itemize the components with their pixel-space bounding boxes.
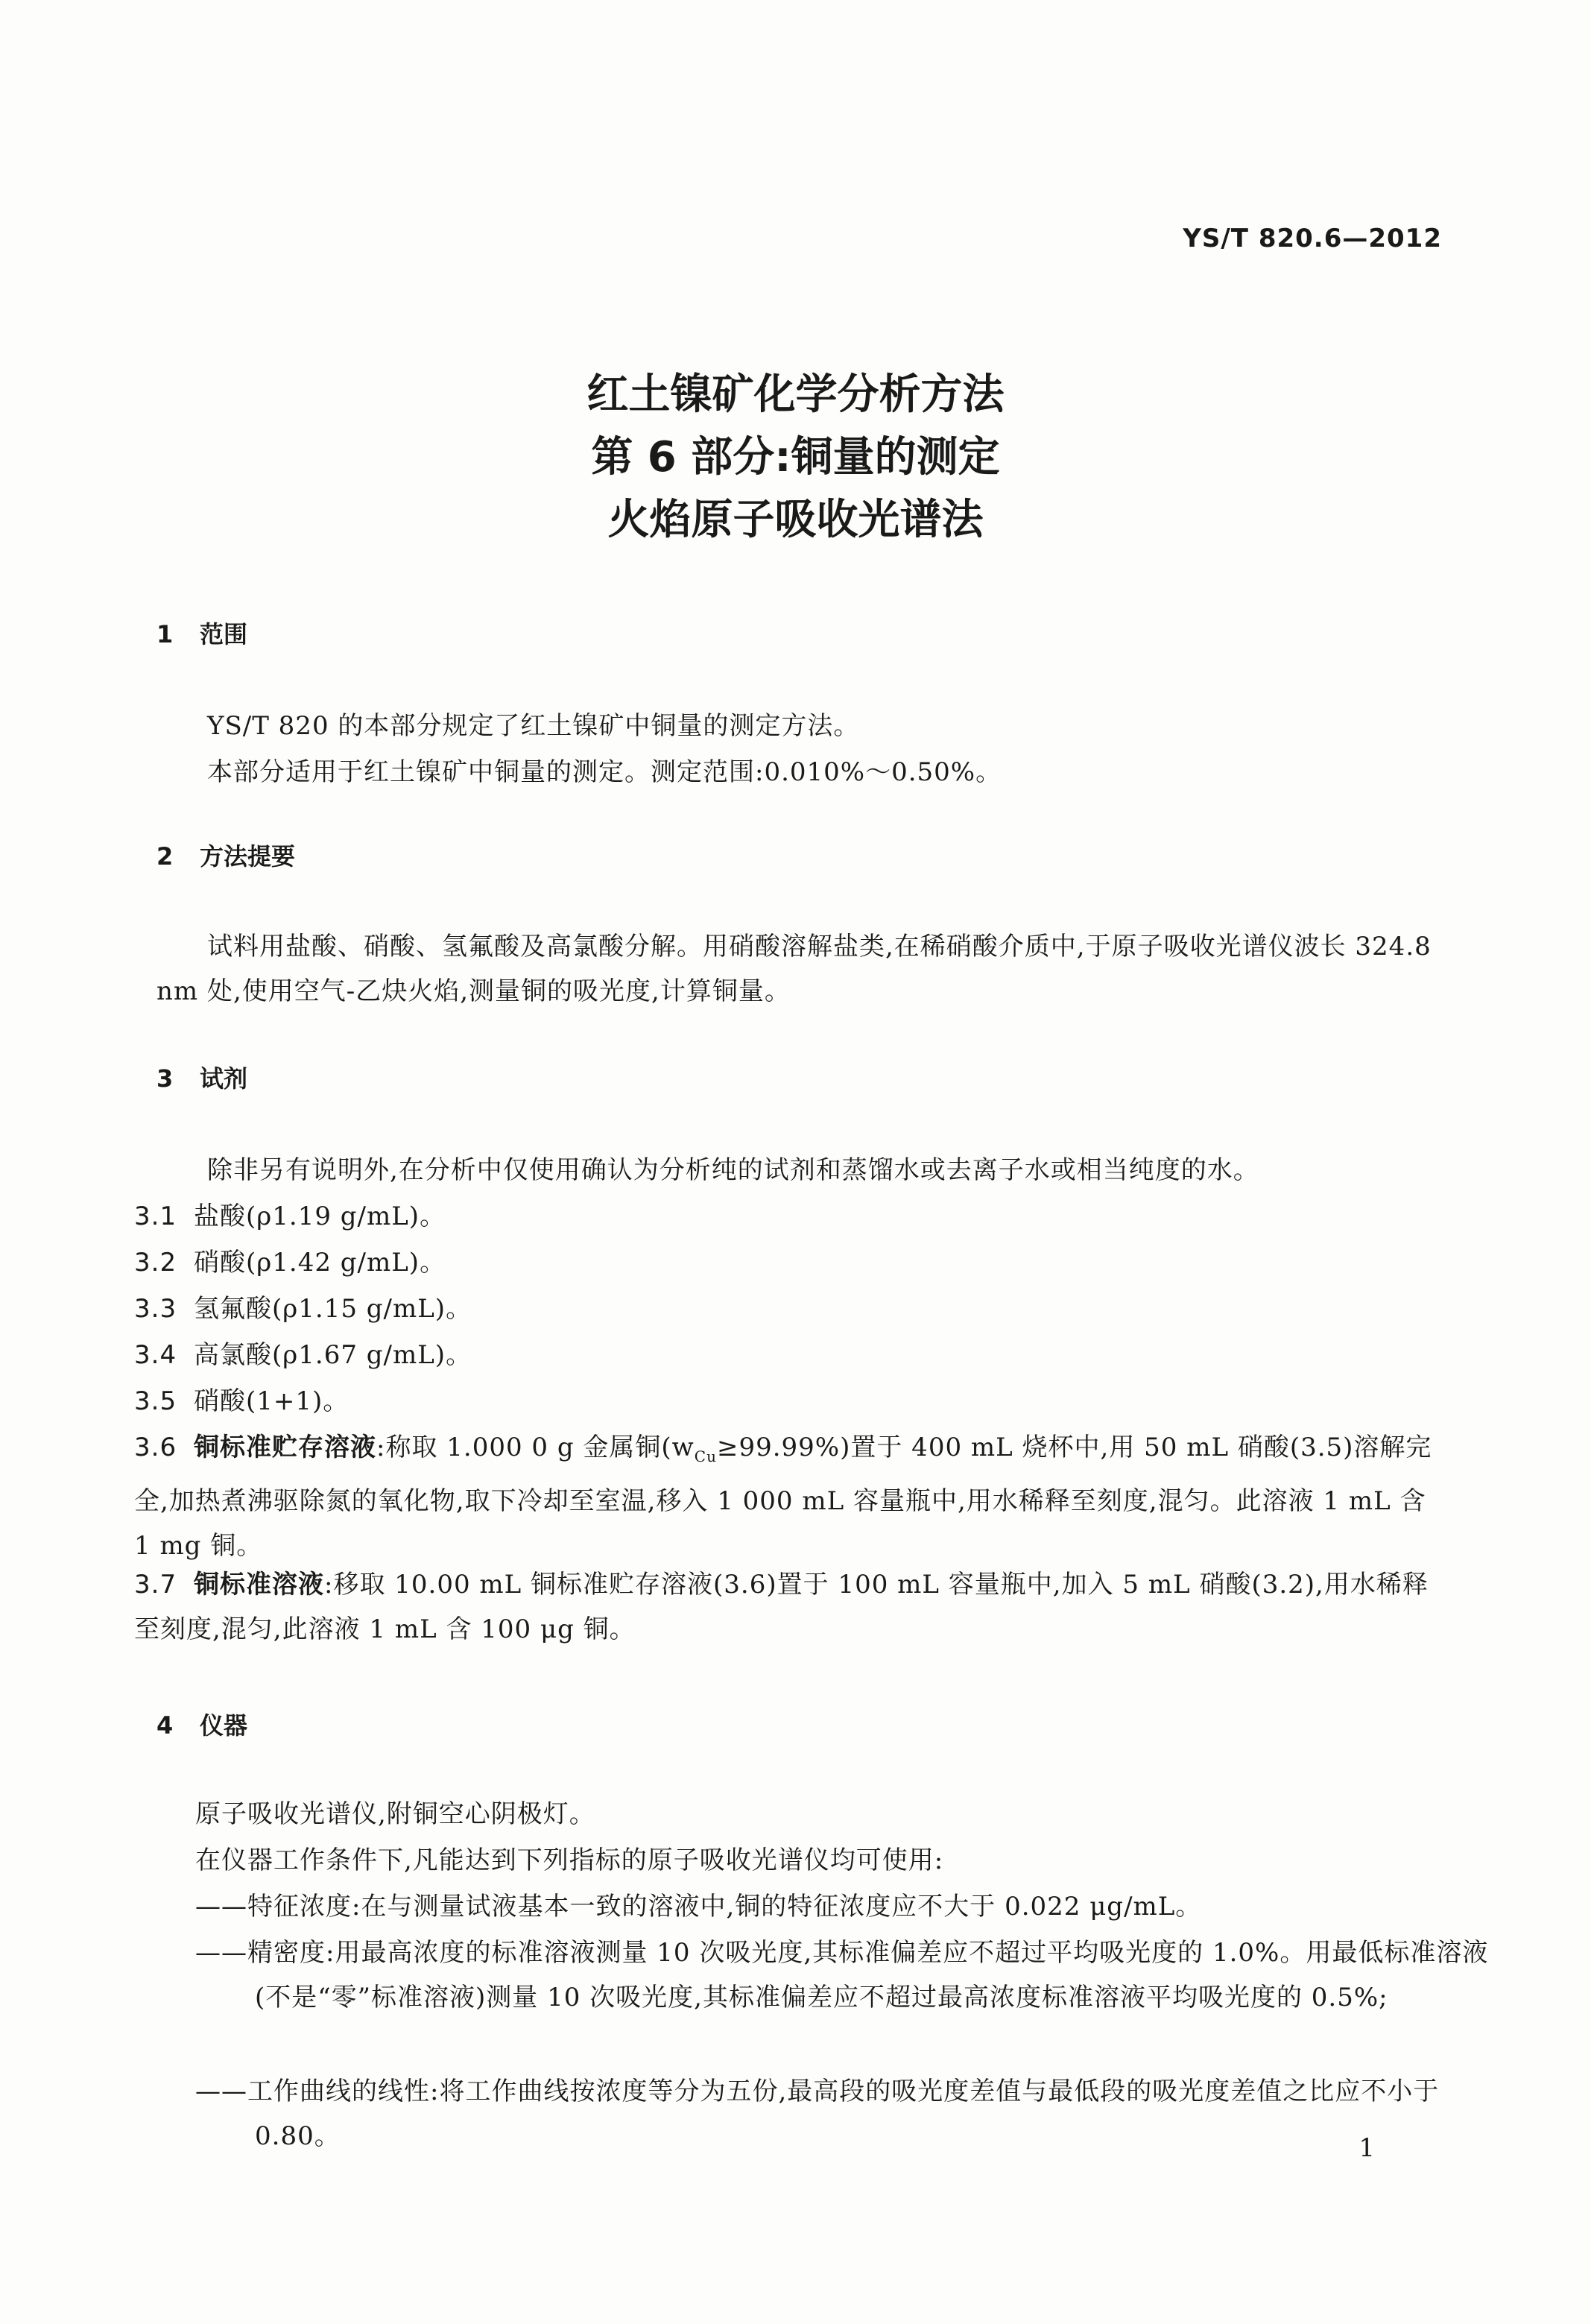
item-text: 硝酸(ρ1.42 g/mL)。 <box>194 1248 446 1278</box>
section-3-heading <box>156 1060 247 1094</box>
section-3-number: 3 <box>156 1064 174 1093</box>
section-4-paragraph-2: 在仪器工作条件下,凡能达到下列指标的原子吸收光谱仪均可使用: <box>195 1845 944 1875</box>
spec-item-characteristic-concentration: ——特征浓度:在与测量试液基本一致的溶液中,铜的特征浓度应不大于 0.022 μg/mL。 <box>195 1892 1202 1922</box>
item-text: 氢氟酸(ρ1.15 g/mL)。 <box>194 1294 472 1324</box>
section-4-number: 4 <box>156 1711 174 1740</box>
section-1-paragraph-1: YS/T 820 的本部分规定了红土镍矿中铜量的测定方法。 <box>207 711 860 741</box>
document-title <box>0 364 1591 552</box>
item-term: 铜标准贮存溶液 <box>194 1433 376 1462</box>
page-number: 1 <box>1358 2133 1375 2163</box>
reagent-item-3-4 <box>134 1333 1446 1377</box>
section-2-paragraph: 试料用盐酸、硝酸、氢氟酸及高氯酸分解。用硝酸溶解盐类,在稀硝酸介质中,于原子吸收光谱仪波长 324.8 nm 处,使用空气-乙炔火焰,测量铜的吸光度,计算铜量。 <box>156 932 1432 1006</box>
spec-item-linearity: ——工作曲线的线性:将工作曲线按浓度等分为五份,最高段的吸光度差值与最低段的吸光度差值之比应不小于 0.80。 <box>195 2077 1440 2151</box>
item-subscript: Cu <box>694 1447 717 1465</box>
section-4-heading <box>156 1707 247 1741</box>
section-3-title: 试剂 <box>200 1064 248 1093</box>
section-2-heading <box>156 838 295 872</box>
section-1-number: 1 <box>156 620 174 648</box>
section-2-number: 2 <box>156 842 174 871</box>
reagent-item-3-5 <box>134 1379 1446 1424</box>
item-number: 3.6 <box>134 1433 177 1462</box>
item-term: 铜标准溶液 <box>194 1570 324 1600</box>
section-2-title: 方法提要 <box>200 842 296 871</box>
item-number: 3.4 <box>134 1340 177 1370</box>
reagent-item-3-6 <box>134 1425 1446 1568</box>
item-text: 高氯酸(ρ1.67 g/mL)。 <box>194 1340 472 1370</box>
section-4-title: 仪器 <box>200 1711 248 1740</box>
item-number: 3.5 <box>134 1386 177 1416</box>
section-4-paragraph-1: 原子吸收光谱仪,附铜空心阴极灯。 <box>195 1799 595 1829</box>
item-number: 3.1 <box>134 1202 177 1231</box>
title-line-1: 红土镍矿化学分析方法 <box>586 370 1005 419</box>
section-1-title: 范围 <box>200 620 248 648</box>
section-3-intro: 除非另有说明外,在分析中仅使用确认为分析纯的试剂和蒸馏水或去离子水或相当纯度的水。 <box>207 1155 1259 1185</box>
title-line-3: 火焰原子吸收光谱法 <box>607 496 984 544</box>
item-number: 3.3 <box>134 1294 177 1324</box>
spec-item-precision: ——精密度:用最高浓度的标准溶液测量 10 次吸光度,其标准偏差应不超过平均吸光度的 1.0%。用最低标准溶液(不是“零”标准溶液)测量 10 次吸光度,其标准偏差应不超过最高浓度标准溶液平均吸光度的 0.5%; <box>195 1938 1489 2012</box>
item-text: :称取 1.000 0 g 金属铜(w <box>376 1433 695 1462</box>
item-number: 3.2 <box>134 1248 177 1278</box>
reagent-item-3-7 <box>134 1562 1446 1652</box>
item-number: 3.7 <box>134 1570 177 1600</box>
item-text: :移取 10.00 mL 铜标准贮存溶液(3.6)置于 100 mL 容量瓶中,加入 5 mL 硝酸(3.2),用水稀释至刻度,混匀,此溶液 1 mL 含 100 μg 铜。 <box>134 1570 1429 1644</box>
standard-code: YS/T 820.6—2012 <box>1183 224 1442 253</box>
reagent-item-3-3 <box>134 1286 1446 1331</box>
section-1-paragraph-2: 本部分适用于红土镍矿中铜量的测定。测定范围:0.010%～0.50%。 <box>207 757 1002 787</box>
section-1-heading <box>156 616 247 650</box>
item-text-continued: ≥99.99%)置于 400 mL 烧杯中,用 50 mL 硝酸(3.5)溶解完全,加热煮沸驱除氮的氧化物,取下冷却至室温,移入 1 000 mL 容量瓶中,用水稀释至刻度,混匀。此溶液 1 mL 含 1 mg 铜。 <box>134 1433 1432 1561</box>
title-line-2: 第 6 部分:铜量的测定 <box>591 433 1000 481</box>
reagent-item-3-2 <box>134 1240 1446 1285</box>
reagent-item-3-1 <box>134 1194 1446 1239</box>
item-text: 盐酸(ρ1.19 g/mL)。 <box>194 1202 446 1231</box>
item-text: 硝酸(1+1)。 <box>194 1386 349 1416</box>
